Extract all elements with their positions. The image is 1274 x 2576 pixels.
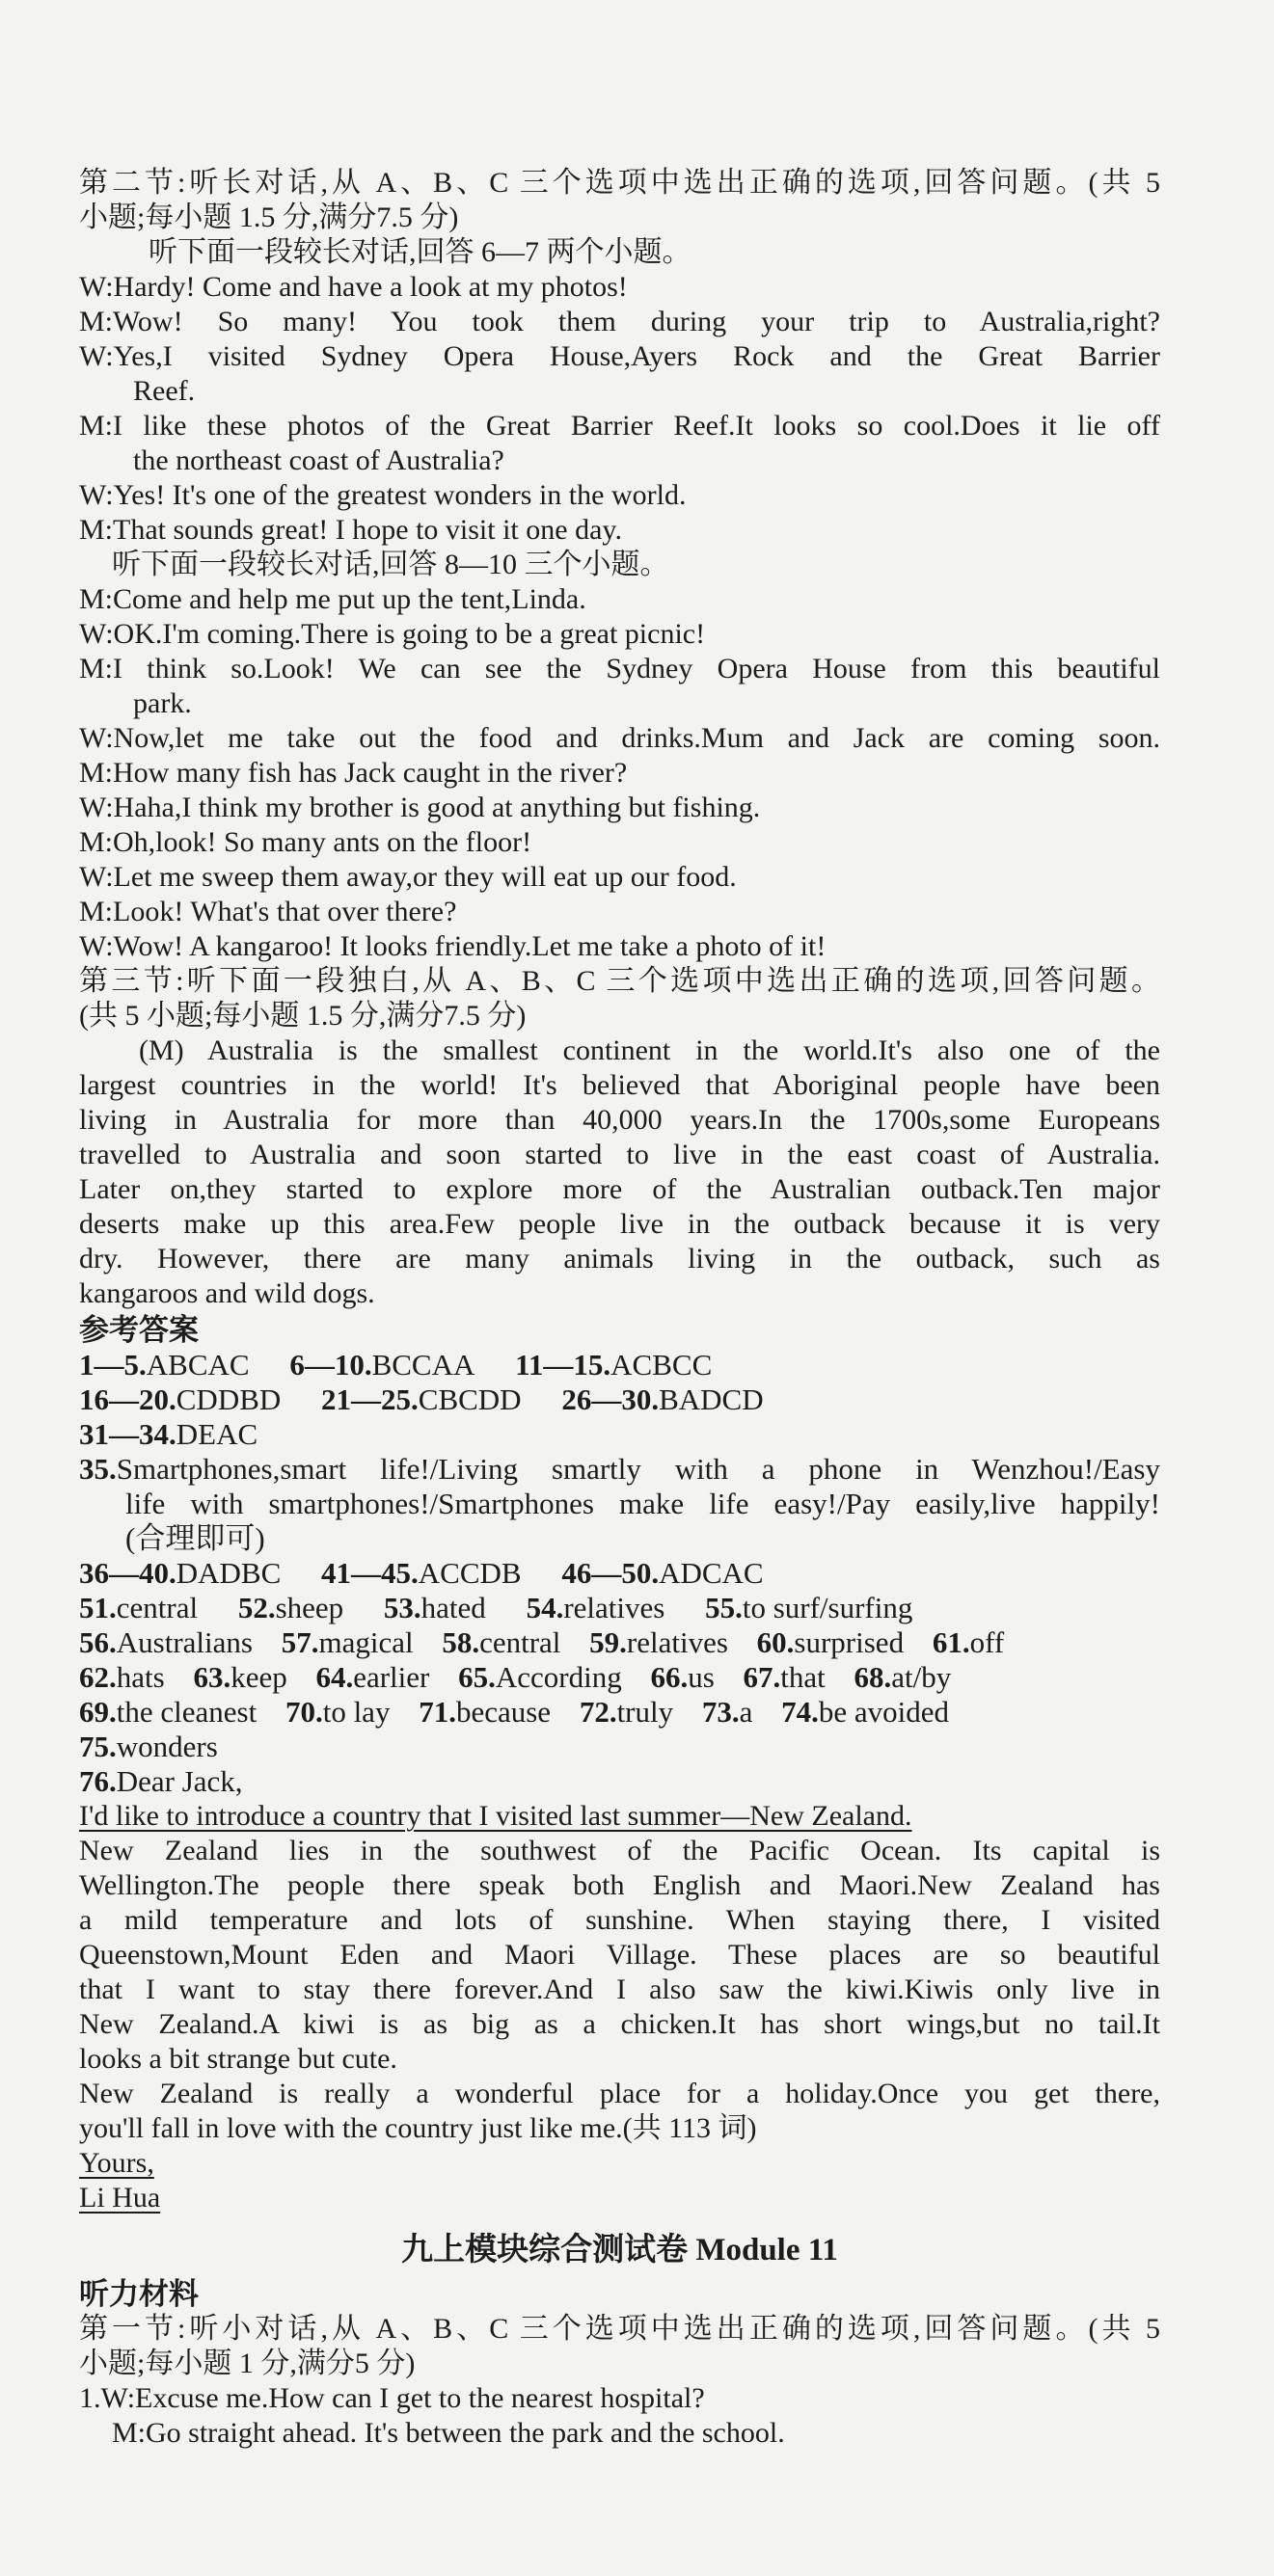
answer-number: 11—15. — [515, 1348, 611, 1382]
monologue-line: dry. However, there are many animals living in the outback, such as — [79, 1243, 1160, 1275]
dialogue-line: M:I like these photos of the Great Barrier Reef.It looks so cool.Does it lie off — [79, 410, 1160, 442]
answer-35 — [79, 1452, 1160, 1556]
answer-value: central — [479, 1625, 561, 1659]
answer-value: us — [688, 1660, 715, 1694]
answer-item — [589, 1625, 728, 1660]
answer-item — [285, 1695, 391, 1730]
answer-value: ADCAC — [659, 1556, 764, 1590]
dialogue-line: park. — [133, 687, 192, 719]
answer-number: 63. — [193, 1660, 231, 1694]
answer-row — [79, 1625, 1160, 1660]
essay-line: New Zealand lies in the southwest of the Pacific Ocean. Its capital is — [79, 1835, 1160, 1866]
answer-number: 36—40. — [79, 1556, 176, 1590]
answer-item — [282, 1625, 414, 1660]
answer-value: BCCAA — [371, 1348, 475, 1382]
answer-item — [315, 1660, 429, 1695]
answer-row — [79, 1348, 1160, 1382]
answer-item — [458, 1660, 622, 1695]
dialogue1 — [79, 270, 1160, 548]
answer-value: wonders — [116, 1730, 218, 1763]
dialogue-line: W:Yes! It's one of the greatest wonders in the world. — [79, 479, 687, 511]
answer-row — [79, 1556, 1160, 1591]
answer-item — [79, 1382, 281, 1417]
answer-value: BADCD — [659, 1382, 764, 1416]
answer-value: ACBCC — [610, 1348, 713, 1382]
dialogue-line: M:Come and help me put up the tent,Linda. — [79, 583, 586, 615]
answer-value: Australians — [116, 1625, 253, 1659]
answer-item — [419, 1695, 551, 1730]
module-section1-title-line1: 第一节:听小对话,从 A、B、C 三个选项中选出正确的选项,回答问题。(共 5 — [79, 2313, 1160, 2345]
dialogue2-intro: 听下面一段较长对话,回答 8—10 三个小题。 — [112, 549, 669, 580]
module-section1-title-line2: 小题;每小题 1 分,满分5 分) — [79, 2348, 416, 2379]
answer-item — [702, 1695, 753, 1730]
answer-row — [79, 1730, 1160, 1764]
answer-item — [289, 1348, 474, 1382]
monologue-line: travelled to Australia and soon started to live in the east coast of Australia. — [79, 1139, 1160, 1170]
answer-value: DEAC — [176, 1417, 258, 1451]
essay-line: a mild temperature and lots of sunshine. When staying there, I visited — [79, 1904, 1160, 1936]
module-title: 九上模块综合测试卷 Module 11 — [401, 2233, 838, 2267]
answer-value: According — [495, 1660, 622, 1694]
answer-value: CBCDD — [418, 1382, 522, 1416]
answer-value: keep — [230, 1660, 287, 1694]
answer-number: 51. — [79, 1591, 117, 1624]
answer-item — [79, 1417, 258, 1452]
answer-value: that — [780, 1660, 826, 1694]
answer-row — [79, 1591, 1160, 1625]
dialogue-line: W:Yes,I visited Sydney Opera House,Ayers Rock and the Great Barrier — [79, 340, 1160, 372]
dialogue-line: W:OK.I'm coming.There is going to be a great picnic! — [79, 618, 706, 650]
answer-key — [79, 1348, 1160, 1799]
answer-number: 58. — [442, 1625, 480, 1659]
answer-number: 55. — [705, 1591, 743, 1624]
answer-value: CDDBD — [176, 1382, 282, 1416]
dialogue2 — [79, 582, 1160, 964]
answer-number: 60. — [756, 1625, 795, 1659]
monologue-line: largest countries in the world! It's believed that Aboriginal people have been — [79, 1069, 1160, 1101]
essay-line: Queenstown,Mount Eden and Maori Village. These places are so beautiful — [79, 1939, 1160, 1971]
answer-number: 1—5. — [79, 1348, 147, 1382]
answer-value: ABCAC — [146, 1348, 250, 1382]
answer-item — [79, 1695, 257, 1730]
answer-item — [442, 1625, 560, 1660]
answer-number: 26—30. — [561, 1382, 660, 1416]
answer-value: earlier — [353, 1660, 430, 1694]
answer-value: magical — [318, 1625, 414, 1659]
answer-row — [79, 1660, 1160, 1695]
dialogue-line: M:How many fish has Jack caught in the river? — [79, 757, 628, 789]
answer-item — [744, 1660, 826, 1695]
essay-line: Wellington.The people there speak both English and Maori.New Zealand has — [79, 1869, 1160, 1901]
answer-row — [79, 1695, 1160, 1730]
answer-number: 52. — [237, 1591, 276, 1624]
section2-title-line1: 第二节:听长对话,从 A、B、C 三个选项中选出正确的选项,回答问题。(共 5 — [79, 167, 1160, 199]
essay — [79, 1799, 1160, 2215]
answer-item — [933, 1625, 1004, 1660]
answer-number: 67. — [743, 1660, 781, 1694]
question1-man: M:Go straight ahead. It's between the park and the school. — [112, 2417, 785, 2449]
monologue-line: (M) Australia is the smallest continent in the world.It's also one of the — [139, 1034, 1160, 1066]
dialogue-line: M:Wow! So many! You took them during your trip to Australia,right? — [79, 306, 1160, 337]
answer-value: to lay — [322, 1695, 391, 1729]
answer-item — [527, 1591, 665, 1625]
answer-35-line1 — [79, 1452, 1160, 1487]
section2-title-line2: 小题;每小题 1.5 分,满分7.5 分) — [79, 201, 459, 233]
answer-value: relatives — [563, 1591, 665, 1624]
answer-item — [781, 1695, 949, 1730]
letter-signature: Li Hua — [79, 2182, 161, 2214]
essay-line: that I want to stay there forever.And I also saw the kiwi.Kiwis only live in — [79, 1973, 1160, 2005]
answer-number: 66. — [650, 1660, 689, 1694]
answer-number: 31—34. — [79, 1417, 176, 1451]
answer-item — [79, 1556, 281, 1591]
answer-number: 73. — [701, 1695, 740, 1729]
monologue-line: kangaroos and wild dogs. — [79, 1277, 375, 1309]
answer-value: off — [969, 1625, 1005, 1659]
dialogue-line: M:I think so.Look! We can see the Sydney Opera House from this beautiful — [79, 653, 1160, 684]
answer-number: 61. — [932, 1625, 970, 1659]
answer-value: because — [455, 1695, 552, 1729]
answer-value: ACCDB — [418, 1556, 522, 1590]
answer-item — [561, 1382, 763, 1417]
answer-number: 64. — [315, 1660, 354, 1694]
answer-number: 6—10. — [289, 1348, 372, 1382]
answer-value: be avoided — [818, 1695, 950, 1729]
essay-opening: I'd like to introduce a country that I visited last summer—New Zealand. — [79, 1800, 912, 1832]
answer-item — [79, 1625, 253, 1660]
answer-number: 53. — [383, 1591, 421, 1624]
answer-number: 75. — [79, 1730, 117, 1763]
dialogue-line: the northeast coast of Australia? — [133, 444, 504, 476]
section3-title-line1: 第三节:听下面一段独白,从 A、B、C 三个选项中选出正确的选项,回答问题。 — [79, 965, 1160, 997]
answer-number: 72. — [579, 1695, 617, 1729]
question1-woman: 1.W:Excuse me.How can I get to the nearest hospital? — [79, 2382, 705, 2414]
answer-value: DADBC — [176, 1556, 282, 1590]
answer-number: 54. — [526, 1591, 564, 1624]
answer-value: central — [116, 1591, 199, 1624]
answer-number: 69. — [79, 1695, 117, 1729]
dialogue-line: W:Hardy! Come and have a look at my photos! — [79, 271, 628, 303]
answer-number: 76. — [79, 1764, 117, 1798]
answer-item — [238, 1591, 343, 1625]
answer-item — [854, 1660, 952, 1695]
dialogue-line: M:That sounds great! I hope to visit it one day. — [79, 514, 622, 546]
answer-item — [193, 1660, 286, 1695]
answer-number: 59. — [589, 1625, 627, 1659]
monologue — [79, 1033, 1160, 1311]
answer-item — [515, 1348, 712, 1382]
section3-title-line2: (共 5 小题;每小题 1.5 分,满分7.5 分) — [79, 1000, 527, 1032]
answer-value: the cleanest — [116, 1695, 258, 1729]
answer-number: 35. — [79, 1452, 117, 1486]
answer-item — [79, 1591, 198, 1625]
dialogue-line: W:Now,let me take out the food and drinks.Mum and Jack are coming soon. — [79, 722, 1160, 754]
essay-line: New Zealand is really a wonderful place for a holiday.Once you get there, — [79, 2078, 1160, 2109]
answer-value: surprised — [794, 1625, 905, 1659]
dialogue-line: Reef. — [133, 375, 196, 407]
answer-35-line2: life with smartphones!/Smartphones make life easy!/Pay easily,live happily! — [125, 1487, 1160, 1520]
answer-value: truly — [616, 1695, 674, 1729]
answer-number: 65. — [458, 1660, 496, 1694]
answer-item — [580, 1695, 673, 1730]
answer-item — [79, 1730, 218, 1764]
answer-value: Smartphones,smart life!/Living smartly with a phone in Wenzhou!/Easy — [116, 1452, 1160, 1486]
answer-value: to surf/surfing — [742, 1591, 913, 1624]
essay-line: looks a bit strange but cute. — [79, 2043, 397, 2075]
essay-line: you'll fall in love with the country just like me.(共 113 词) — [79, 2112, 757, 2144]
dialogue-line: M:Oh,look! So many ants on the floor! — [79, 826, 532, 858]
answers-heading: 参考答案 — [79, 1313, 199, 1347]
letter-closing: Yours, — [79, 2147, 154, 2179]
answer-item — [79, 1348, 250, 1382]
answer-value: sheep — [275, 1591, 344, 1624]
listening-heading: 听力材料 — [79, 2277, 199, 2311]
answer-number: 62. — [79, 1660, 117, 1694]
dialogue-line: M:Look! What's that over there? — [79, 896, 457, 927]
answer-value: hats — [116, 1660, 165, 1694]
answer-value: a — [739, 1695, 753, 1729]
answer-number: 74. — [781, 1695, 819, 1729]
answer-item — [650, 1660, 714, 1695]
dialogue-line: W:Wow! A kangaroo! It looks friendly.Let me take a photo of it! — [79, 930, 827, 962]
answer-number: 46—50. — [561, 1556, 660, 1590]
answer-value: hated — [420, 1591, 486, 1624]
dialogue-line: W:Let me sweep them away,or they will eat up our food. — [79, 861, 737, 893]
monologue-line: deserts make up this area.Few people live in the outback because it is very — [79, 1208, 1160, 1240]
answer-number: 71. — [419, 1695, 456, 1729]
answer-item — [321, 1556, 522, 1591]
answer-number: 70. — [285, 1695, 323, 1729]
answer-number: 21—25. — [321, 1382, 419, 1416]
essay-line: New Zealand.A kiwi is as big as a chicken.It has short wings,but no tail.It — [79, 2008, 1160, 2040]
answer-value: relatives — [626, 1625, 728, 1659]
monologue-line: Later on,they started to explore more of the Australian outback.Ten major — [79, 1173, 1160, 1205]
answer-row — [79, 1417, 1160, 1452]
answer-item — [561, 1556, 763, 1591]
answer-number: 68. — [854, 1660, 892, 1694]
answer-number: 56. — [79, 1625, 117, 1659]
answer-item — [757, 1625, 904, 1660]
answer-item — [384, 1591, 486, 1625]
answer-number: 41—45. — [321, 1556, 419, 1590]
dialogue1-intro: 听下面一段较长对话,回答 6—7 两个小题。 — [149, 236, 691, 268]
answer-item — [705, 1591, 912, 1625]
dialogue-line: W:Haha,I think my brother is good at anything but fishing. — [79, 792, 761, 823]
answer-item — [321, 1382, 522, 1417]
answer-value: at/by — [891, 1660, 952, 1694]
monologue-line: living in Australia for more than 40,000 years.In the 1700s,some Europeans — [79, 1104, 1160, 1136]
answer-76 — [79, 1764, 1160, 1799]
answer-35-line3: (合理即可) — [125, 1521, 265, 1555]
answer-number: 57. — [281, 1625, 319, 1659]
answer-number: 16—20. — [79, 1382, 176, 1416]
answer-row — [79, 1382, 1160, 1417]
letter-greeting: Dear Jack, — [116, 1764, 243, 1798]
answer-item — [79, 1660, 165, 1695]
